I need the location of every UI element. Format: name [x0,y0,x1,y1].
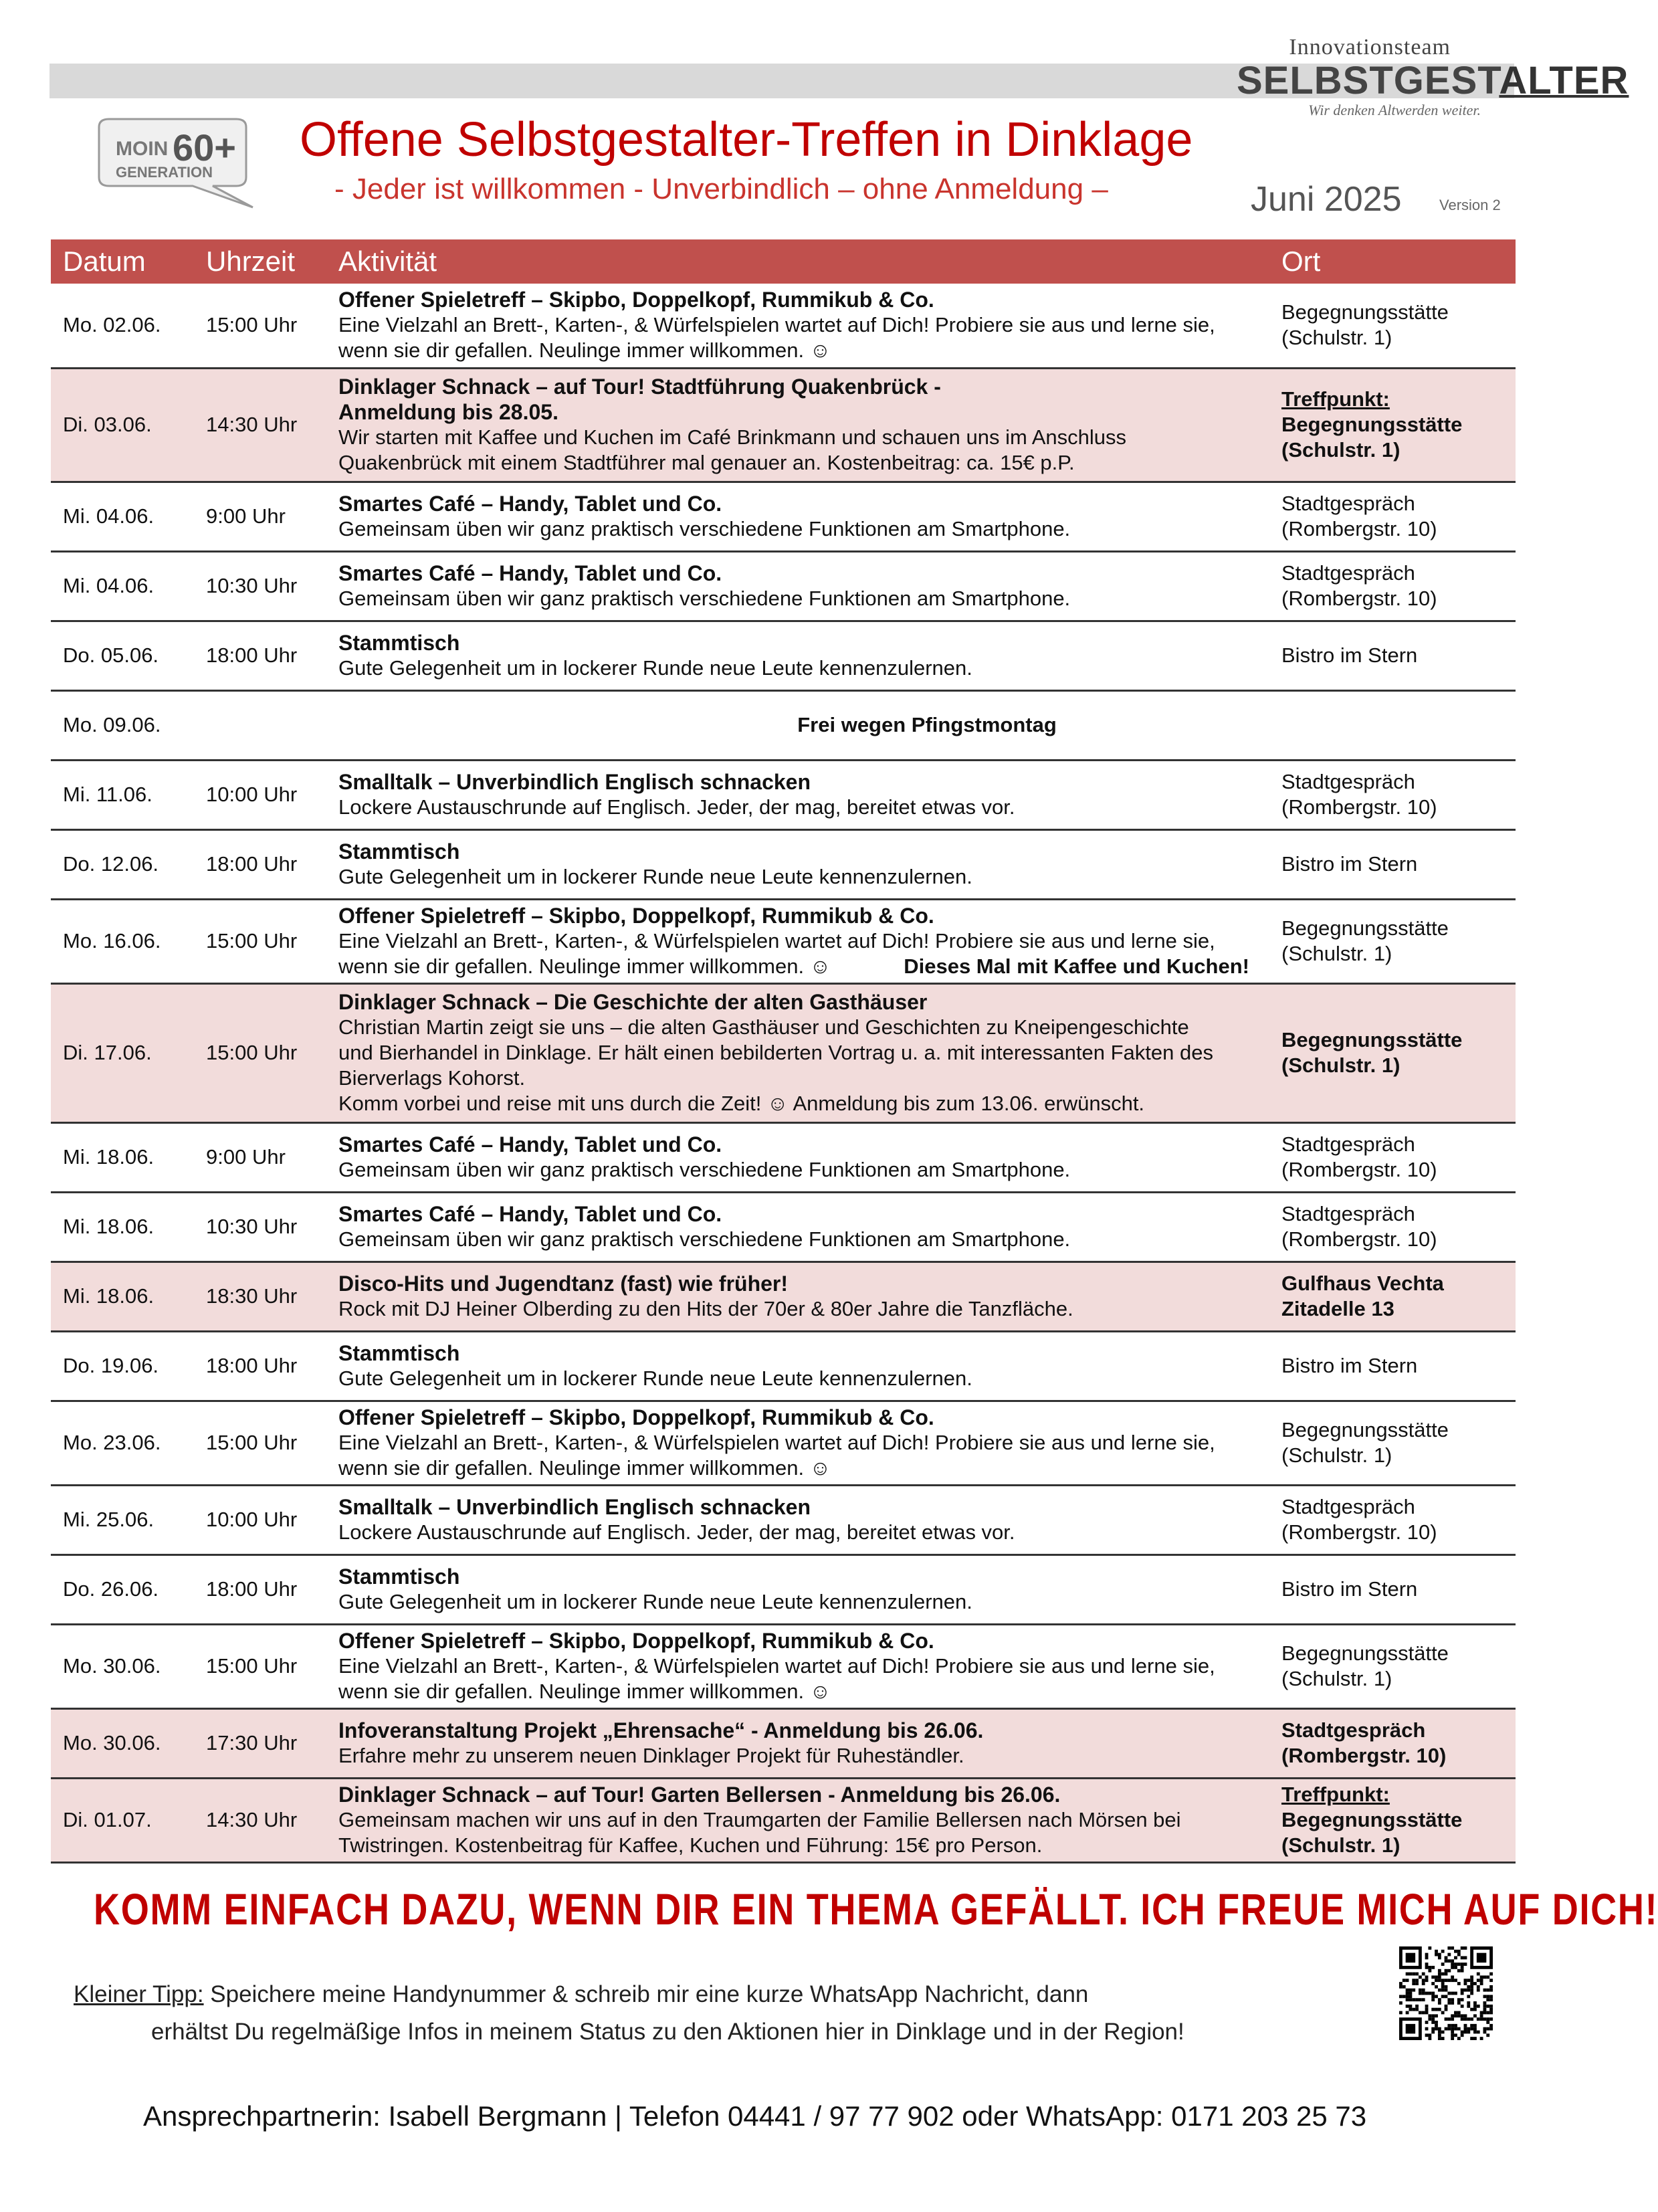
place-name: Stadtgespräch (Rombergstr. 10) [1281,492,1437,540]
row-time: 10:30 Uhr [194,1192,326,1262]
activity-title: Offener Spieletreff – Skipbo, Doppelkopf, Rummikub & Co. [338,1405,934,1429]
table-row [51,690,1516,760]
row-place [1269,1485,1516,1554]
row-date: Mi. 25.06. [51,1485,194,1554]
table-row [51,1485,1516,1554]
activity-description: Lockere Austauschrunde auf Englisch. Jeder, der mag, bereitet etwas vor. [338,795,1015,819]
row-time: 15:00 Uhr [194,983,326,1122]
place-name: Bistro im Stern [1281,643,1418,667]
row-time: 17:30 Uhr [194,1708,326,1778]
activity-description: Gute Gelegenheit um in lockerer Runde neue Leute kennenzulernen. [338,1367,972,1390]
row-date: Mo. 23.06. [51,1401,194,1485]
activity-note: Dieses Mal mit Kaffee und Kuchen! [904,954,1249,978]
row-activity [326,482,1269,551]
row-place [1269,621,1516,690]
place-name: Gulfhaus Vechta Zitadelle 13 [1281,1272,1444,1320]
brand-name [1237,59,1629,102]
row-activity [326,760,1269,829]
row-date: Mo. 09.06. [51,690,194,760]
header-time: Uhrzeit [194,239,326,284]
table-row [51,1708,1516,1778]
tip-label: Kleiner Tipp: [74,1981,204,2007]
table-row [51,368,1516,482]
row-place [1269,1401,1516,1485]
place-name: Stadtgespräch (Rombergstr. 10) [1281,1132,1437,1181]
row-place [1269,368,1516,482]
tip-text-1: Speichere meine Handynummer & schreib mir eine kurze WhatsApp Nachricht, dann [203,1981,1089,2007]
place-name: Begegnungsstätte (Schulstr. 1) [1281,1028,1463,1077]
activity-description: Erfahre mehr zu unserem neuen Dinklager Projekt für Ruheständler. [338,1744,964,1767]
place-name: Stadtgespräch (Rombergstr. 10) [1281,561,1437,610]
row-time: 18:00 Uhr [194,1554,326,1624]
row-activity [326,368,1269,482]
activity-description: Christian Martin zeigt sie uns – die alten Gasthäuser und Geschichten zu Kneipengeschichte und Bierhandel in Dinklage. Er hält einen bebilderten Vortrag u. a. mit interessanten Fakten des Bierverlags Kohorst. Komm vorbei und reise mit uns durch die Zeit! ☺ Anmeldung bis zum 13.06. erwünscht. [338,1015,1213,1115]
activity-description: Gemeinsam üben wir ganz praktisch verschiedene Funktionen am Smartphone. [338,517,1071,540]
schedule-table [51,239,1516,1864]
row-time: 18:30 Uhr [194,1262,326,1331]
header-date: Datum [51,239,194,284]
row-activity [326,284,1269,368]
header-place: Ort [1269,239,1516,284]
row-activity [326,1122,1269,1192]
brand-logo [1237,35,1629,119]
activity-title: Offener Spieletreff – Skipbo, Doppelkopf, Rummikub & Co. [338,1629,934,1653]
place-name: Begegnungsstätte (Schulstr. 1) [1281,916,1449,965]
row-place [1269,829,1516,899]
row-place [1269,482,1516,551]
row-place [1269,899,1516,983]
row-activity [326,1708,1269,1778]
table-row [51,1262,1516,1331]
table-row [51,760,1516,829]
place-name: Stadtgespräch (Rombergstr. 10) [1281,770,1437,819]
place-name: Begegnungsstätte (Schulstr. 1) [1281,300,1449,350]
place-meeting-point: Treffpunkt: [1281,1783,1390,1806]
row-activity [326,983,1269,1122]
activity-title: Smartes Café – Handy, Tablet und Co. [338,1202,722,1226]
row-date: Di. 17.06. [51,983,194,1122]
qr-code-graphic [1399,1946,1493,2040]
brand-team: Innovationsteam [1289,35,1451,60]
row-date: Mi. 04.06. [51,551,194,621]
logo-moin: MOIN [116,138,169,160]
row-date: Mi. 18.06. [51,1122,194,1192]
row-time: 15:00 Uhr [194,1624,326,1708]
activity-title: Smalltalk – Unverbindlich Englisch schnacken [338,1495,811,1519]
row-date: Do. 05.06. [51,621,194,690]
activity-description: Eine Vielzahl an Brett-, Karten-, & Würfelspielen wartet auf Dich! Probiere sie aus und lerne sie, wenn sie dir gefallen. Neulinge immer willkommen. ☺ [338,1431,1215,1480]
activity-title: Dinklager Schnack – Die Geschichte der alten Gasthäuser [338,990,928,1014]
row-place [1269,1262,1516,1331]
row-activity [326,1262,1269,1331]
row-activity [326,899,1269,983]
place-name: Begegnungsstätte (Schulstr. 1) [1281,1808,1463,1857]
table-row [51,1778,1516,1862]
place-name: Begegnungsstätte (Schulstr. 1) [1281,1418,1449,1467]
row-date: Mo. 30.06. [51,1708,194,1778]
row-date: Mi. 18.06. [51,1192,194,1262]
row-place [1269,1331,1516,1401]
row-place [1269,760,1516,829]
row-date: Do. 19.06. [51,1331,194,1401]
activity-description: Gute Gelegenheit um in lockerer Runde neue Leute kennenzulernen. [338,865,972,888]
row-date: Mo. 16.06. [51,899,194,983]
activity-title: Stammtisch [338,1565,460,1589]
row-activity [326,1401,1269,1485]
row-activity [326,1485,1269,1554]
row-activity [326,1778,1269,1862]
row-date: Mi. 18.06. [51,1262,194,1331]
activity-description: Gute Gelegenheit um in lockerer Runde neue Leute kennenzulernen. [338,656,972,680]
row-time: 10:00 Uhr [194,1485,326,1554]
activity-title: Stammtisch [338,839,460,864]
tip-line-2: erhältst Du regelmäßige Infos in meinem Status zu den Aktionen hier in Dinklage und in der Region! [151,2019,1184,2045]
row-place [1269,284,1516,368]
row-date: Mi. 04.06. [51,482,194,551]
activity-title: Stammtisch [338,631,460,655]
speech-bubble-icon [79,114,280,214]
activity-title: Infoveranstaltung Projekt „Ehrensache“ - Anmeldung bis 26.06. [338,1718,984,1742]
row-place [1269,1192,1516,1262]
table-row [51,1624,1516,1708]
row-activity [326,1624,1269,1708]
table-row [51,1401,1516,1485]
place-name: Begegnungsstätte (Schulstr. 1) [1281,413,1463,462]
activity-description: Gemeinsam machen wir uns auf in den Traumgarten der Familie Bellersen nach Mörsen bei Twistringen. Kostenbeitrag für Kaffee, Kuchen und Führung: 15€ pro Person. [338,1808,1181,1857]
row-time: 15:00 Uhr [194,284,326,368]
row-date: Mo. 02.06. [51,284,194,368]
activity-title: Smartes Café – Handy, Tablet und Co. [338,492,722,516]
row-activity [326,551,1269,621]
brand-tagline: Wir denken Altwerden weiter. [1308,102,1481,118]
logo-generation: GENERATION [116,164,213,181]
activity-description: Eine Vielzahl an Brett-, Karten-, & Würfelspielen wartet auf Dich! Probiere sie aus und lerne sie, wenn sie dir gefallen. Neulinge immer willkommen. ☺ [338,1654,1215,1703]
page-subtitle: - Jeder ist willkommen - Unverbindlich – ohne Anmeldung – [334,173,1108,205]
row-time: 14:30 Uhr [194,368,326,482]
row-time: 18:00 Uhr [194,621,326,690]
activity-description: Gemeinsam üben wir ganz praktisch verschiedene Funktionen am Smartphone. [338,1227,1071,1251]
row-activity [326,1192,1269,1262]
table-row [51,621,1516,690]
row-place [1269,983,1516,1122]
activity-description: Lockere Austauschrunde auf Englisch. Jeder, der mag, bereitet etwas vor. [338,1520,1015,1544]
activity-description: Gemeinsam üben wir ganz praktisch verschiedene Funktionen am Smartphone. [338,1158,1071,1181]
activity-title: Dinklager Schnack – auf Tour! Stadtführung Quakenbrück - Anmeldung bis 28.05. [338,375,941,424]
row-time: 10:00 Uhr [194,760,326,829]
row-time: 15:00 Uhr [194,1401,326,1485]
activity-description: Gute Gelegenheit um in lockerer Runde neue Leute kennenzulernen. [338,1590,972,1613]
slogan: KOMM EINFACH DAZU, WENN DIR EIN THEMA GEFÄLLT. ICH FREUE MICH AUF DICH! [94,1884,1658,1934]
schedule-rows [51,284,1516,1862]
table-row [51,1192,1516,1262]
row-time [194,690,326,760]
row-activity [326,621,1269,690]
header-activity: Aktivität [326,239,1269,284]
activity-description: Gemeinsam üben wir ganz praktisch verschiedene Funktionen am Smartphone. [338,587,1071,610]
table-row [51,482,1516,551]
activity-description: Eine Vielzahl an Brett-, Karten-, & Würfelspielen wartet auf Dich! Probiere sie aus und lerne sie, wenn sie dir gefallen. Neulinge immer willkommen. ☺ [338,929,1215,978]
row-time: 9:00 Uhr [194,1122,326,1192]
table-row [51,1331,1516,1401]
row-date: Di. 01.07. [51,1778,194,1862]
logo-number: 60+ [173,126,236,169]
activity-title: Dinklager Schnack – auf Tour! Garten Bellersen - Anmeldung bis 26.06. [338,1783,1061,1807]
tip-line-1 [74,1981,1088,2008]
row-place [1269,551,1516,621]
row-place [1269,1778,1516,1862]
table-row [51,983,1516,1122]
row-activity [326,1331,1269,1401]
row-activity [326,1554,1269,1624]
table-header-row [51,239,1516,284]
activity-title: Smartes Café – Handy, Tablet und Co. [338,1132,722,1157]
row-place [1269,1554,1516,1624]
activity-title: Offener Spieletreff – Skipbo, Doppelkopf, Rummikub & Co. [338,904,934,928]
row-date: Mo. 30.06. [51,1624,194,1708]
place-name: Bistro im Stern [1281,852,1418,876]
place-name: Stadtgespräch (Rombergstr. 10) [1281,1495,1437,1544]
row-time: 14:30 Uhr [194,1778,326,1862]
table-row [51,829,1516,899]
activity-title: Disco-Hits und Jugendtanz (fast) wie früher! [338,1272,789,1296]
row-date: Do. 26.06. [51,1554,194,1624]
row-time: 15:00 Uhr [194,899,326,983]
table-row [51,1122,1516,1192]
place-name: Bistro im Stern [1281,1577,1418,1601]
place-name: Bistro im Stern [1281,1354,1418,1377]
moin-60-logo [79,114,280,214]
row-time: 10:30 Uhr [194,551,326,621]
qr-code-icon[interactable] [1399,1946,1493,2040]
row-time: 18:00 Uhr [194,1331,326,1401]
table-row [51,899,1516,983]
row-activity [326,829,1269,899]
row-date: Do. 12.06. [51,829,194,899]
activity-description: Eine Vielzahl an Brett-, Karten-, & Würfelspielen wartet auf Dich! Probiere sie aus und lerne sie, wenn sie dir gefallen. Neulinge immer willkommen. ☺ [338,313,1215,363]
month-label: Juni 2025 [1251,180,1402,219]
activity-title: Smartes Café – Handy, Tablet und Co. [338,561,722,585]
activity-description: Rock mit DJ Heiner Olberding zu den Hits der 70er & 80er Jahre die Tanzfläche. [338,1297,1073,1320]
row-place [1269,1122,1516,1192]
version-label: Version 2 [1439,197,1501,213]
contact-line: Ansprechpartnerin: Isabell Bergmann | Telefon 04441 / 97 77 902 oder WhatsApp: 0171 203 25 73 [143,2100,1367,2132]
activity-title: Stammtisch [338,1341,460,1365]
table-row [51,284,1516,368]
table-row [51,551,1516,621]
place-name: Stadtgespräch (Rombergstr. 10) [1281,1718,1447,1767]
row-time: 18:00 Uhr [194,829,326,899]
page-title: Offene Selbstgestalter-Treffen in Dinklage [300,113,1193,167]
row-place [1269,1624,1516,1708]
place-name: Stadtgespräch (Rombergstr. 10) [1281,1202,1437,1251]
row-date: Di. 03.06. [51,368,194,482]
activity-title: Smalltalk – Unverbindlich Englisch schnacken [338,770,811,794]
place-name: Begegnungsstätte (Schulstr. 1) [1281,1641,1449,1690]
row-time: 9:00 Uhr [194,482,326,551]
table-row [51,1554,1516,1624]
row-closed-note: Frei wegen Pfingstmontag [326,690,1516,760]
brand-name-part1: SELBSTGEST [1237,59,1499,102]
row-date: Mi. 11.06. [51,760,194,829]
activity-description: Wir starten mit Kaffee und Kuchen im Café Brinkmann und schauen uns im Anschluss Quakenbrück mit einem Stadtführer mal genauer an. Kostenbeitrag: ca. 15€ p.P. [338,425,1127,474]
row-place [1269,1708,1516,1778]
brand-name-part2: ALTER [1499,59,1629,102]
activity-title: Offener Spieletreff – Skipbo, Doppelkopf, Rummikub & Co. [338,288,934,312]
place-meeting-point: Treffpunkt: [1281,387,1390,411]
